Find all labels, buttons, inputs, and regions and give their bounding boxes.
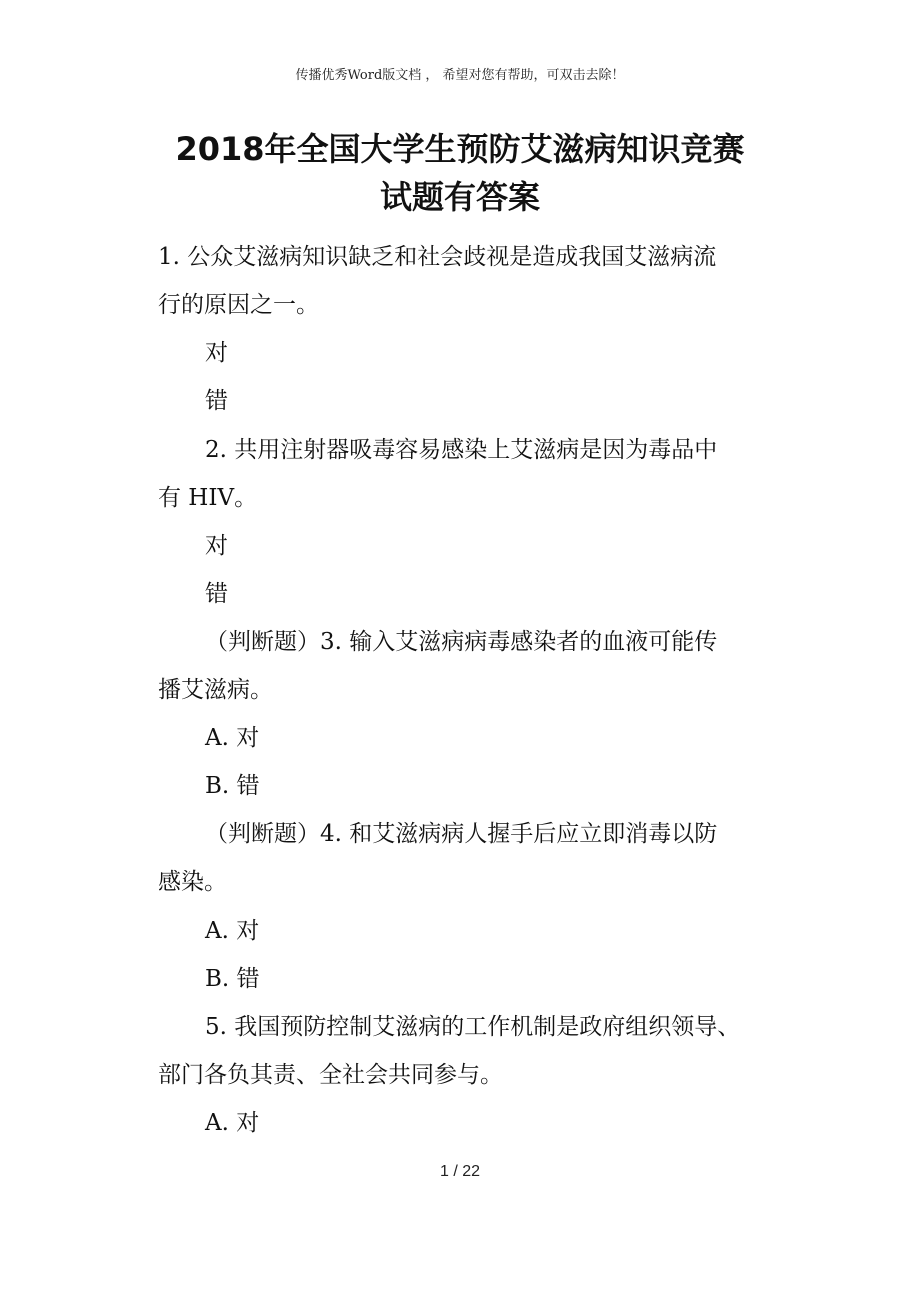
question-4-option-b: B. 错 xyxy=(205,966,260,992)
document-header-note: 传播优秀Word版文档 ， 希望对您有帮助，可双击去除！ xyxy=(295,68,625,83)
question-5-text-line-2: 部门各负其责、全社会共同参与。 xyxy=(158,1062,503,1088)
question-1-option-false: 错 xyxy=(205,388,228,414)
page-number: 1 / 22 xyxy=(439,1163,481,1180)
question-3-text-line-2: 播艾滋病。 xyxy=(158,677,273,703)
question-1-text-line-1: 1. 公众艾滋病知识缺乏和社会歧视是造成我国艾滋病流 xyxy=(158,244,717,270)
question-5-text-line-1: 5. 我国预防控制艾滋病的工作机制是政府组织领导、 xyxy=(205,1014,741,1040)
document-title-line-1: 2018年全国大学生预防艾滋病知识竞赛 xyxy=(175,130,745,168)
question-2-text-line-2: 有 HIV。 xyxy=(158,485,258,511)
question-1-option-true: 对 xyxy=(205,340,228,366)
question-5-option-a: A. 对 xyxy=(205,1110,260,1136)
question-3-option-b: B. 错 xyxy=(205,773,260,799)
question-2-text-line-1: 2. 共用注射器吸毒容易感染上艾滋病是因为毒品中 xyxy=(205,437,718,463)
question-4-option-a: A. 对 xyxy=(205,918,260,944)
question-4-text-line-1: （判断题）4. 和艾滋病病人握手后应立即消毒以防 xyxy=(205,821,718,847)
question-2-option-false: 错 xyxy=(205,581,228,607)
question-4-text-line-2: 感染。 xyxy=(158,869,227,895)
question-1-text-line-2: 行的原因之一。 xyxy=(158,292,319,318)
question-2-option-true: 对 xyxy=(205,533,228,559)
question-3-option-a: A. 对 xyxy=(205,725,260,751)
question-3-text-line-1: （判断题）3. 输入艾滋病病毒感染者的血液可能传 xyxy=(205,629,718,655)
document-title-line-2: 试题有答案 xyxy=(379,178,540,216)
